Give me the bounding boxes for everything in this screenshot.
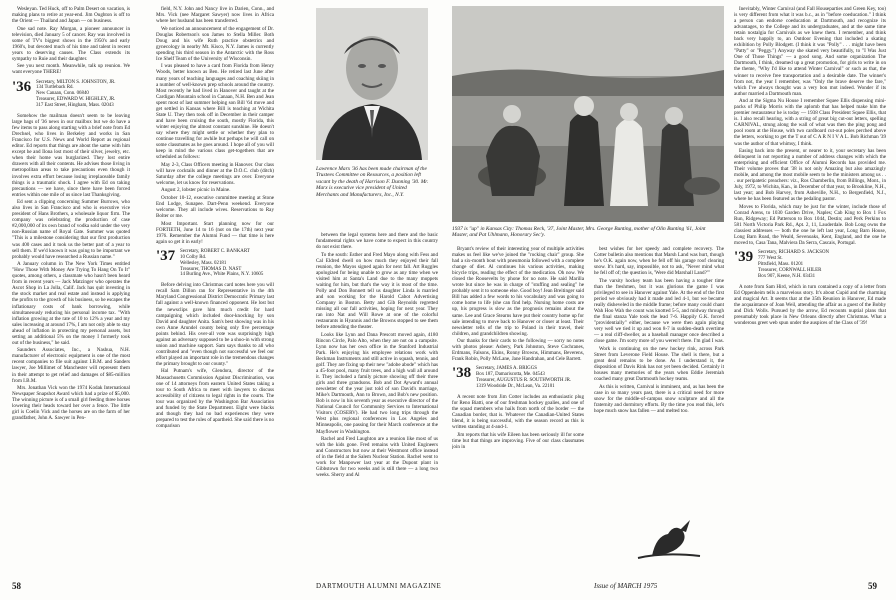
group-photo: [452, 6, 724, 222]
group-image: [452, 6, 724, 222]
paragraph: One sad note. Ray Morgan, a pioneer announcer in television, died January 5 of cancer. Ray was involved in some of TV's biggest shows in the 1950's and early 1960's, but devoted much of his time and talent in recent years to deserving causes. The Class extends its sympathy to Ruie and their daughter.: [12, 25, 130, 62]
paragraph: A recent note from Jim Cotter includes an enthusiastic plug for Reno Biatti, one of our freshman hockey goalies, and one of the squad members who hails from north of the border — the Canadian border, that is. Whatever the Canadian-United States blend, it is being successful, with the season record as this is written standing at 4-and-1.: [452, 394, 584, 431]
portrait-image: [316, 8, 428, 160]
paragraph: Hal Putnam's wife, Glendora, director of the Massachusetts Commission Against Discrimination, was one of 14 attorneys from eastern United States taking a tour to South Africa to meet with lawyers to discuss accessibility of citizens to legal rights in the courts. The tour was organized by the Washington Bar Association and funded by the State Department. Eight were blacks and though they had no bad experiences they were prepared to test the rules of apartheid. She said there is no comparison: [156, 368, 274, 429]
class-officers: [180, 249, 263, 279]
text-column-right-2: [594, 246, 724, 504]
class-officers: [36, 80, 115, 110]
class-officer-line: Treasurer, EDWARD W. HIGHLEY, JR.: [36, 97, 116, 103]
paragraph: As this is written, Carnival is imminent, and, as has been the case in so many years past, there is a critical need for more snow for the middle-of-campus snow sculpture and all the fraternity and dormitory efforts. By the time you read this, let's hope much snow has fallen — and melted too.: [594, 383, 724, 414]
paragraph: August 2, lobster picnic in Maine.: [161, 187, 231, 194]
paragraph: To the south: Esther and Fred Mayo along with Fess and Cal Eldred dwell on how much they enjoyed their fall reunion, the Mayos signed again for next fall. Art Ruggles apologized for being unable to grow as any time when we visited him at Santa's Land due to the many moppets waiting for him, but that's the way it is most of the time. Polly and Don Bonnett tell us daughter Linda is married and son working for the Harold Cabot Advertising Company in Boston. Betty and Gib Reynolds regretted missing all our fall activities, hoping for next year. They ran into Nat and Will Rowe at one of the colorful restaurants in Hyannis and the Browns stopped to see them before attending the theater.: [316, 251, 438, 331]
paragraph: May 2-3, Class Officers meeting in Hanover. Our class will have cocktails and dinner at the D.O.C. club (ditch) Saturday after the college meetings are over. Everyone welcome, let us know for reservations.: [156, 161, 274, 186]
paragraph: Inevitably, Winter Carnival (and Fall Houseparties and Green Key, too) is very different from what it was b.c., as in "before coeducation." I think a person can endorse coeducation at Dartmouth, and recognize its advantages, to the College and its undergraduates, and at the same time retain nostalgia for Carnivals as we knew them. I remember, and think back very happily to, an Outdoor Evening that included a skating exhibition by Polly Blodgett. (I think it was "Polly" . . . might have been "Patty" or "Peggy.") Anyway she skated very beautifully, to "I Was Just One of Those Things" — a good song. And some organization The Dartmouth, I think, dreamed up a great promotion, for girls to write in on the theme, "Why I'd like to attend Winter Carnival" or such as that, the winner to receive free transportation and a desirable date. The winner's from not, the year I remember, was "Only the brave deserve the fare," which I've always thought was a very bon mot indeed. Wonder if its author married a Dartmouth man.: [734, 6, 886, 97]
class-officer-line: Secretary, RICHARD S. JACKSON: [758, 250, 830, 256]
text-column-left-3: [316, 232, 438, 576]
class-officers: [758, 250, 829, 280]
paragraph: A note from Sam Hird, which in turn contained a copy of a letter from Ed Oppenheim tells a marvelous story. It's about Cupid and the charming and magical Art. It seems that at the 35th Reunion in Hanover, Ed made the acquaintance of Joan Weil, attending the affair as a guest of the Bobby and Dick Wolls. Pursued by the arrow, Ed recounts nuptial plans that presumably took place in New Orleans directly after Christmas. What a wonderous greet web spun under the auspices of the Class of '39!: [734, 283, 886, 327]
paragraph: Jim reports that his wife Eileen has been seriously ill for some time but that things are improving. Five of our class classmates join in: [452, 431, 584, 450]
class-officer-line: Wellesley, Mass. 02181: [180, 260, 227, 266]
text-column-left-2: [156, 6, 274, 576]
class-year: '36: [12, 78, 32, 95]
class-header-c38: [452, 366, 584, 390]
paragraph: between the legal systems here and there and the basic fundamental rights we have come to expect in this country do not exist there.: [316, 232, 438, 251]
class-officer-line: Treasurer, AUGUSTUS R. SOUTHWORTH JR.: [476, 378, 572, 384]
class-header-c37: [156, 249, 274, 279]
class-officer-line: Secretary, ROBERT C. BANKART: [180, 248, 250, 254]
paragraph: Wesleyan. Ted Huck, off to Palm Desert on vacation, is making plans to retire at year-end. Jim Oughton is off to the Orient — Thailand and Japan — on business.: [12, 6, 130, 25]
class-header-c36: [12, 80, 130, 110]
text-column-right-1: [452, 246, 584, 576]
paragraph: Moves to Florida, which may be just for the winter, include those of Conrad Arens, to 1030 Garden Drive, Naples; Cab King to Box 1 Fox Run, Ridgeway; Ed Patterson to Box 1044, Destin; and Perk Perkins to 581 North Victoria Park Rd., Apt. 2, 11, Lauderdale. Bob Long owns the classiest addresses — both the one he left last year, Long Barn House, Long Barn Road, the Weald, Sevenoaks, Kent, England, and the one he moved to, Casa Tana, Malviera Da Serra, Cascais, Portugal.: [734, 204, 886, 247]
paragraph: The varsity hockey team has been having a tougher time than the freshmen, but it was glorious the game I was privileged to see in Hanover against Yale. At the end of the first period we obviously had it made and led 4-1, but we became really disheveled in the middle frame; before many could chant Wah Hoo Wah the count was knotted 5-5, and midway through the final stanza Yale took the lead 7-6. Happily G.K. forced "providentially" either, because we were then again playing very well we tied it up and won 8-7 in sudden-death overtime — a real cliff-dweller, as a baseball manager once described a close game. I'm sorry more of you weren't there. I'm glad I was.: [594, 277, 724, 345]
class-officer-line: 317 East Street, Hingham, Mass. 02043: [36, 103, 114, 109]
group-caption: 1937 is "up" in Kansas City: Thomas Reck, '37, Joint Master, Mrs. George Bunting, mother of Olin Bunting '61, Joint Master, and Pat Uhlmann, Honorary Sec'y.: [452, 226, 706, 239]
ornament-image: [634, 512, 706, 568]
class-officer-line: Treasurer, THOMAS D. NAST: [180, 266, 242, 272]
class-officer-line: Pittsfield, Mass. 01201: [758, 262, 804, 268]
paragraph: I was pleased to have a card from Florida from Henry Woods, better known as Ben. He retired last June after many years of teaching languages and coaching skiing in a number of well-known prep schools around the country. Most recently he had lived in Hanover and taught at the Cardigan Mountain school in Canaan, N.H. Ben and Jean spent most of last summer helping son Bill '64 move and get settled in Kansas where Bill is teaching at Wichita State U. They then took off in December in their camper and have been cruising the south, mostly Florida, this winter enjoying the almost constant sunshine. He doesn't say where they might settle or whether they plan to continue travelling for awhile but perhaps he will call on some classmates as he goes around. I hope all of you will keep in mind the various class get-togethers that are scheduled as follows:: [156, 63, 274, 161]
class-officer-line: Box 907, Keene, N.H. 03431: [758, 273, 816, 279]
paragraph: Bryant's review of their interesting year of multiple activities makes us feel like we've joined the "rocking chair" group. She had a six-month bout with pneumonia followed with a complete change of diet. Al continues his various activities, making bicycle trips, reading the effect of the medication. Oh now. We closed the Roosevelts by phone for no note. He said Marilla wrote but since he was in charge of "stuffing and sealing" he probably sent it to someone else. Good boy! Jean Breitinger said Bill has added a few words to his vocabulary and was going to come home to life (she can find help. Nursing home costs are up, his progress is slow as the prognosis remains about the same. Lee and Grace Stearns have put their country home up for sale intending to move back to Hanover or closer at least. Their newsletter tells of the trip to Poland in their travel, their children, and grandchildren showing.: [452, 246, 584, 337]
paragraph: A January column in The New York Times entitled "How Those With Money Are Trying To Hang On To It" quotes, among others, a classmate who hasn't been heard from in recent years — Jack Matzinger who operates the Ascot Shop in La Jolla, Calif. Jack has quit investing in the stock market and real estate and instead is applying the profits to the growth of his business, so he escapes the inflationary costs of bank borrowing, while simultaneously reducing his personal income tax. "With inflation growing at the rate of 10 to 12% a year and my sales increasing at around 17%, I am not only able to stay ahead of inflation in protecting my personal assets, but setting an additional 5% on the money I formerly took out of the business," he said.: [12, 261, 130, 346]
page-number-left: 58: [12, 581, 21, 591]
magazine-title: DARTMOUTH ALUMNI MAGAZINE: [316, 582, 442, 590]
paragraph: See you next month. Meanwhile, talk up reunion. We want everyone THERE!: [12, 63, 130, 76]
paragraph: Work is continuing on the new hockey rink, across Park Street from Leverone Field House. The shell is there, but a great deal remains to be done. As I understand it, the disposition of Davis Rink has not yet been decided. Certainly it houses many memories of the years when Eddie Jeremiah coached many great Dartmouth hockey teams.: [594, 345, 724, 382]
text-column-left-1: [12, 6, 130, 576]
class-officer-line: New Canaan, Conn. 06840: [36, 91, 89, 97]
class-officer-line: 1319 Woodside Dr., McLean, Va. 22101: [476, 384, 555, 390]
class-year: '38: [452, 365, 472, 382]
class-officer-line: Secretary, MILTON S. JOHNSTON, JR.: [36, 79, 116, 85]
right-page: [448, 0, 896, 600]
paragraph: Somehow the mailman doesn't seem to be leaving large bags of '36 news in our mailbox but we do have a few items to pass along starting with a brief note from Ed Drechsel, who lives in Berkeley and works in San Francisco for U.S. News and World Report as regional editor. Ed reports that things are about the same with him except he and Ilona lost most of their silver, jewelry, etc. when their home was burglarized. They lost entire drawers with all their contents. He advises those living in metropolitan areas to take precautions even though it involves extra effort because losing irreplaceable family things is a traumatic shock. I agree with Ed on taking precautions — we have, since there have been forced entries within one mile of us since last Thanksgiving.: [12, 113, 130, 198]
paragraph: best wishes for her speedy and complete recovery. The Cotter bulletin also mentions that Marsh Land was hurt, though he's O.K. again now, when he fell off his garage roof clearing snow. It's hard, say, impossible, not to ask, "Never mind what he fell off of; the question is, 'Were did Marshall Land?'": [594, 246, 724, 277]
portrait-photo: [316, 8, 428, 160]
class-officers: [476, 366, 571, 390]
paragraph: Before delving into Christmas card notes here you will recall Sam Dillon ran for Representative in the 4th Maryland Congressional District Democratic Primary last fall against a well-known financed opponent. He lost but the newsclips gave him much credit for hard campaigning which included door-knocking by son David and daughter Anita. Sam's best showing was in his own Anne Arundel county being only five percentage points behind. His over-all vote was surprisingly high against an adversary supposed to be a shoo-in with strong union and machine support. Sam says thanks to all who contributed and "even though not successful we feel our effort played an important role in the tremendous changes the primary brought to our county.": [156, 282, 274, 367]
class-officer-line: 134 Turtleback Rd.: [36, 85, 74, 91]
class-officer-line: Box 187, Damariscotta, Me. 04543: [476, 372, 545, 378]
class-officer-line: Secretary, JAMES A. BRIGGS: [476, 366, 537, 372]
paragraph: Rachel and Fred Laughton are a reunion like most of us with the kids gone. Fred remains with United Engineers and Constructors but now at their Westmont office instead of in the field at the Salem Nuclear Station. Rachel went to work for Manpower last year at the Dupont plant in Gibbstown for two weeks and is still there — a long two weeks. Sherry and Al: [316, 436, 438, 479]
class-year: '39: [734, 249, 754, 266]
class-year: '37: [156, 247, 176, 264]
paragraph: Looks like Lynn and Dana Prescott moved again, 4180 Rincon Circle, Palo Alto, when they are not on a campsite. Lynn now has her own office in the Stanford Industrial Park. He's enjoying his employee relations work with Beckman Instruments and still active in squash, tennis, and golf. They are fixing up their new "adobe abode" which has a 45-foot pool, many fruit trees, and a high wall all around it. They included a family picture showing off their three girls and three grandsons. Bob and Dot Ayward's annual newsletter of the year just told of son David's marriage, Mike's Dartmouth, Ann to Brown, and Bob's new position. Bob is now in his seventh year as executive director of the National Council for Community Services to International Visitors (COSERV). He had two long trips through the West plus regional conferences in Los Angeles and Minneapolis, one passing for their March conference at the Mayflower in Washington.: [316, 331, 438, 435]
portrait-caption: Lawrence Marx '36 has been made chairman of the Trustees Committee on Resources, a position left vacant by the death of Harrison F. Dunning '30. Mr. Marx is executive vice president of United Merchants and Manufacturers, Inc., N.Y.: [316, 166, 429, 198]
paragraph: Saunders Associates, Inc., a Nashua, N.H. manufacturer of electronic equipment is one of the most recent companies to file suit against I.B.M. and Sanders lawyer, Joe Millimet of Manchester will represent them in their attempt to get relief and damages of $85-million from I.B.M.: [12, 347, 130, 384]
paragraph: Ed sent a clipping concerning Summer Burrows, who also lives in San Francisco and who is executive vice president of Hans Brothers, a wholesale liquor firm. The company was celebrating the production of case #2,000,000 of its own brand of vodka sold under the very non-Russian name of Royal Gate. Summer was quoted "This is a milestone considering that our first production was 400 cases and it took us the better part of a year to sell them. If we'd known it was going to be important we probably would have researched a Russian name.": [12, 199, 130, 260]
page-number-right: 59: [868, 581, 877, 591]
class-header-c39: [734, 250, 886, 280]
class-officer-line: 14 Burling Ave., White Plains, N.Y. 10605: [180, 272, 264, 278]
paragraph: Easing back into the present, or nearer to it, your secretary has been delinquent in not reporting a number of address changes with which the enterprising and efficient Office of Alumni Records has provided me. Their volume proves that '38 is not only Amazing but also amazingly mobile, and among the most mobile seem to be the ministers among us . . . our peripatetic preachers: viz., Ros Chamberlin, from Billings, Mont., in July, 1972, to Wichita, Kan., in December of that year, to Brookline, N.H., last year; and Bob Harvey, from Asheville, N.H., to Bergenfield, N.J., where he has been featured as the pedaling pastor.: [734, 148, 886, 203]
paragraph: Our thanks for their cards to the following — sorry no notes with photos please: Asbery, Park Johnston, Steve Cochranes, Erdmans, Falsons, Ekins, Ronny Browns, Himmans, Beverens, Frank Robin, Polly McLane, Jane Handrahan, and Cele Barrett.: [452, 338, 584, 363]
class-officer-line: Treasurer, CORNWALL HILER: [758, 268, 822, 274]
text-column-right-3: [734, 6, 886, 576]
class-officer-line: 777 West St.: [758, 256, 783, 262]
paragraph: October 10-12, executive committee meeting at Stone End Lodge, Sunapee. Dart-Penn weekend. Everyone welcome. They all include wives. Reservations to Ray Bolter or me.: [156, 194, 274, 220]
paragraph: And at the Sigma Nu House I remember Squee Ellis dispensing mini-packs of Philip Morris with the aplomb that has helped make him the premier restaurateur he is today — 1938 Class President Squee Ellis, that is. I also recall hearing, with a string of great big cut-out letters, spelling CARNIVAL, strung along the wall of what was then the ping pong and pool room at the House, with two cardboard cut-out poles perched above the letters, working to get the T out of C A R N I V A L. Bob Richman '39 was the author of that whimsy, I think.: [734, 98, 886, 147]
paragraph: Most Important. Start planning now for our FORTIETH, June 14 to 16 (not on the 17th) next year 1976. Remember the Alumni Fund — that time is here again so get it in early!: [156, 220, 274, 245]
paragraph: We noticed an announcement of the engagement of Dr. Douglas Robertson's son James to Stella Miller. Both Doug and his wife Ruth practice obstetrics and gynecology in nearby Mt. Kisco, N.Y. James is currently spending his third season in the Antarctic with the Ross Ice Shelf Team of the University of Wisconsin.: [156, 25, 274, 62]
paragraph: field, N.Y. John and Nancy live in Darien, Conn., and Mrs. Vick (nee Margaret Sawyer) now lives in Africa where her husband has been transferred.: [156, 6, 274, 25]
class-officer-line: 10 Colby Rd.: [180, 254, 207, 260]
paragraph: Mrs. Jonathan Vick won the 1974 Kodak International Newspaper Snapshot Award which had a prize of $5,000. The winning picture is of a small girl feeding three horses lowering their heads toward her over a fence. The little girl is Coelin Vick and the horses are on the farm of her grandfather, John A. Sawyer in Pen-: [12, 385, 130, 422]
ornament-illustration: [634, 512, 706, 568]
issue-label: Issue of MARCH 1975: [594, 582, 658, 590]
